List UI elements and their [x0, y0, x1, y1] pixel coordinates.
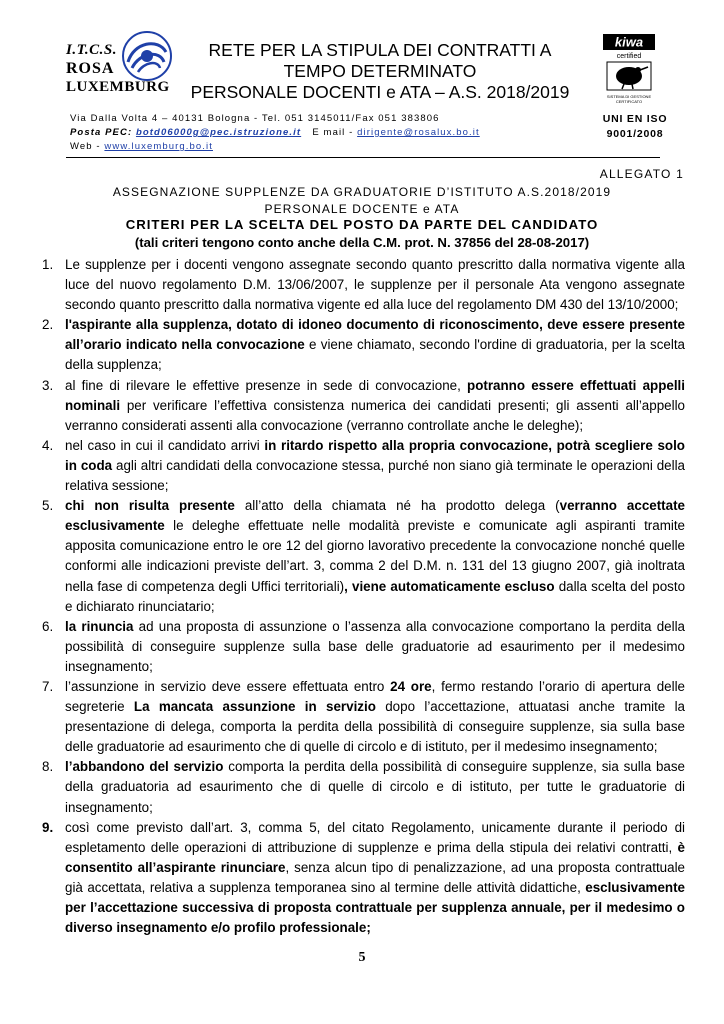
svg-text:CERTIFICATO: CERTIFICATO — [615, 99, 643, 104]
criteria-item — [42, 757, 685, 817]
criteria-text: all’atto della chiamata né ha prodotto delega ( — [234, 498, 560, 514]
criteria-text: ad una proposta di assunzione o l’assenza alla convocazione comportano la perdita della possibilità di conseguire supplenze sulla base delle graduatorie ad esaurimento per il medesimo insegnamento; — [65, 618, 685, 674]
web-link[interactable]: www.luxemburg.bo.it — [104, 141, 213, 152]
criteria-number: 9. — [42, 819, 54, 835]
criteria-text: dopo l’accettazione, attuatasi anche tramite la presentazione di delega, comporta la perdita della possibilità di conseguire supplenze, sia sulla base delle graduatorie ad esaurimento che di quelle di circolo e di istituto, per il medesimo insegnamento; — [65, 699, 685, 755]
header-divider — [66, 157, 660, 158]
document-header-title — [180, 40, 580, 103]
criteria-text-bold: La mancata assunzione in servizio — [133, 699, 376, 715]
criteria-text-bold: potranno essere effettuati appelli nominali — [65, 377, 685, 413]
section-heading-line-1: ASSEGNAZIONE SUPPLENZE DA GRADUATORIE D’ISTITUTO A.S.2018/2019 — [112, 185, 612, 199]
criteria-number: 6. — [42, 618, 54, 634]
criteria-number: 4. — [42, 437, 54, 453]
criteria-item — [42, 376, 685, 436]
svg-text:kiwa: kiwa — [614, 34, 644, 50]
criteria-text-bold: l’abbandono del servizio — [65, 759, 224, 775]
criteria-number: 5. — [42, 498, 54, 514]
criteria-text: dalla scelta del posto e dichiarato rinunciatario; — [65, 578, 686, 614]
criteria-item — [42, 677, 685, 757]
criteria-text: l’assunzione in servizio deve essere effettuata entro — [65, 678, 391, 694]
criteria-text-bold: , viene automaticamente escluso — [344, 578, 555, 594]
pec-link[interactable]: botd06000g@pec.istruzione.it — [135, 127, 302, 138]
email-label: E mail - — [312, 127, 354, 138]
criteria-item — [42, 255, 685, 315]
school-logo — [66, 26, 184, 102]
criteria-text-bold: in ritardo rispetto alla propria convocazione, potrà scegliere solo in coda — [65, 437, 685, 473]
criteria-number: 8. — [42, 759, 54, 775]
criteria-number: 2. — [42, 317, 54, 333]
criteria-item — [42, 818, 685, 939]
page-number: 5 — [358, 950, 366, 965]
criteria-text: nel caso in cui il candidato arrivi — [65, 437, 265, 453]
criteria-text: al fine di rilevare le effettive presenze in sede di convocazione, — [65, 377, 468, 393]
iso-line-2: 9001/2008 — [606, 128, 664, 140]
criteria-text-bold: verranno accettate esclusivamente — [65, 498, 685, 534]
contact-web-line — [70, 140, 480, 154]
criteria-item — [42, 617, 685, 677]
criteria-text: Le supplenze per i docenti vengono assegnate secondo quanto prescritto dalla normativa vigente alla luce del nuovo regolamento D.M. 13/06/2007, le supplenze per il personale Ata vengono assegnate secondo quanto prescritto dalla normativa vigente ed alla luce del regolamento DM 430 del 13/10/2000; — [65, 257, 685, 313]
iso-certification-label — [596, 112, 674, 142]
contact-pec-line — [70, 126, 480, 140]
logo-line-itcs: I.T.C.S. — [66, 42, 117, 58]
criteria-text: per verificare l’effettiva consistenza numerica dei candidati presenti; gli assenti all’appello verranno considerati assenti alla convocazione (verranno controllate anche le deleghe); — [65, 397, 685, 433]
criteria-item — [42, 496, 685, 617]
criteria-text-bold: è consentito all’aspirante rinunciare — [65, 839, 685, 875]
criteria-number: 1. — [42, 257, 54, 272]
criteria-text: , senza alcun tipo di penalizzazione, ad una proposta contrattuale già accettata, relativa a supplenza temporanea sino al termine delle attività didattiche, — [65, 859, 686, 895]
school-contacts — [70, 112, 480, 154]
criteria-text: agli altri candidati della convocazione stessa, purché non siano già terminate le operazioni della relativa sessione; — [65, 457, 685, 494]
criteria-subtitle: (tali criteri tengono conto anche della C.M. prot. N. 37856 del 28-08-2017) — [134, 235, 590, 250]
header-title-line-1: RETE PER LA STIPULA DEI CONTRATTI A — [208, 40, 552, 60]
criteria-text-bold: chi non risulta presente — [65, 498, 235, 514]
criteria-text: comporta la perdita della possibilità di conseguire supplenze, sia sulla base della graduatoria ad esaurimento che di quelle di circolo e di istituto, per tutte le graduatorie di insegnamento; — [65, 759, 686, 815]
criteria-text: così come previsto dall’art. 3, comma 5, del citato Regolamento, unicamente durante il periodo di espletamento delle operazioni di attribuzione di supplenze e prima della stipula dei relativi contratti, — [65, 819, 685, 855]
criteria-text-bold: l'aspirante alla supplenza, dotato di idoneo documento di riconoscimento, deve essere presente all’orario indicato nella convocazione — [65, 317, 685, 353]
logo-line-rosa: ROSA — [66, 60, 115, 77]
header-title-line-3: PERSONALE DOCENTI e ATA – A.S. 2018/2019 — [190, 82, 570, 102]
attachment-label: ALLEGATO 1 — [599, 167, 684, 181]
criteria-list — [42, 255, 685, 938]
criteria-text: e viene chiamato, secondo l'ordine di graduatoria, per la scelta della supplenza; — [65, 337, 685, 373]
svg-text:certified: certified — [616, 53, 642, 60]
criteria-number: 3. — [42, 377, 54, 393]
svg-text:SISTEMA DI GESTIONE: SISTEMA DI GESTIONE — [606, 94, 652, 99]
criteria-text-bold: 24 ore — [390, 678, 432, 694]
criteria-text: le deleghe effettuate nelle modalità previste e comunicate agli aspiranti tramite apposita comunicazione entro le ore 12 del giorno lavorativo precedente la convocazione nonché quelle conformi alle indicazioni previste dell’art. 3, comma 2 del D.M. n. 131 del 13 giugno 2007, già inoltrata nella fase di competenza degli Uffici territoriali) — [65, 518, 685, 594]
section-heading — [40, 184, 684, 218]
contact-address: Via Dalla Volta 4 – 40131 Bologna - Tel. 051 3145011/Fax 051 383806 — [70, 113, 440, 124]
criteria-title: CRITERI PER LA SCELTA DEL POSTO DA PARTE DEL CANDIDATO — [125, 217, 599, 232]
section-heading-line-2: PERSONALE DOCENTE e ATA — [264, 202, 460, 216]
pec-label: Posta PEC: — [70, 127, 133, 138]
criteria-item — [42, 436, 685, 496]
criteria-number: 7. — [42, 678, 54, 694]
web-label: Web - — [70, 141, 101, 152]
kiwa-certification-mark — [603, 34, 655, 111]
kiwa-logo-icon — [603, 34, 655, 106]
criteria-text-bold: la rinuncia — [65, 618, 134, 634]
criteria-text-bold: esclusivamente per l’accettazione successiva di proposta contrattuale per supplenza annuale, per il medesimo o diverso insegnamento e/o profilo professionale; — [65, 879, 685, 936]
school-logo-swirl-icon — [114, 26, 180, 86]
email-link[interactable]: dirigente@rosalux.bo.it — [357, 127, 480, 138]
criteria-text: , fermo restando l’orario di apertura delle segreterie — [65, 678, 686, 715]
logo-line-luxemburg: LUXEMBURG — [66, 79, 170, 95]
iso-line-1: UNI EN ISO — [602, 113, 668, 125]
header-title-line-2: TEMPO DETERMINATO — [283, 61, 477, 81]
criteria-item — [42, 315, 685, 375]
